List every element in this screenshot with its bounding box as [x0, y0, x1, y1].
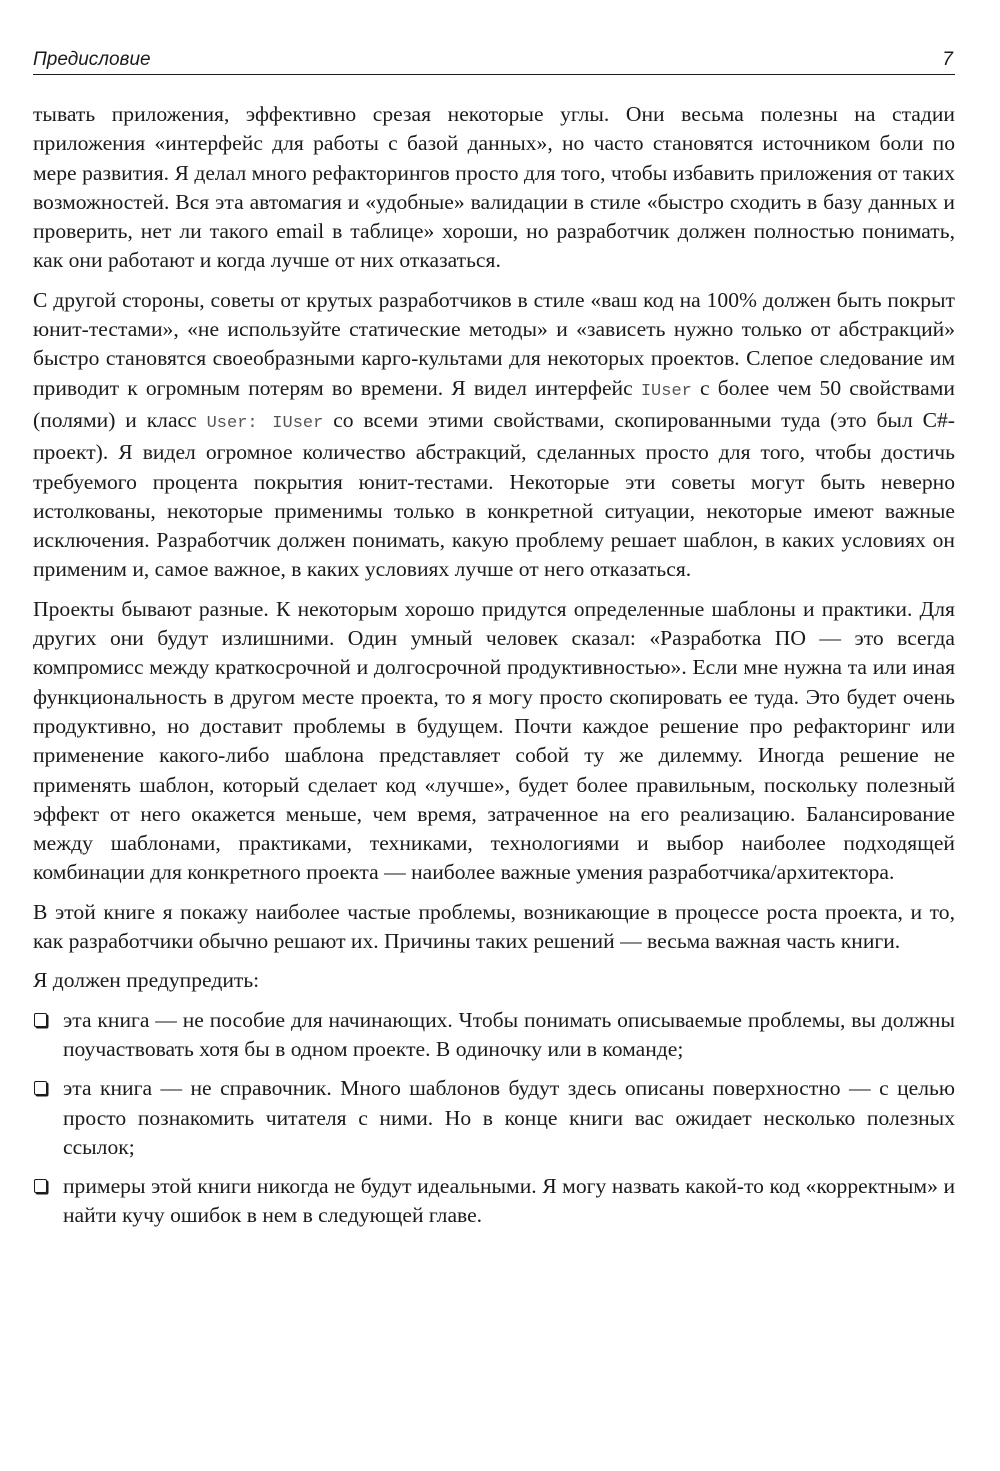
checkbox-bullet-icon [34, 1179, 47, 1193]
list-item-text: эта книга — не пособие для начинающих. Чтобы понимать описываемые проблемы, вы должны поучаствовать хотя бы в одном проекте. В одиночку или в команде; [63, 1007, 955, 1061]
running-header [33, 44, 955, 75]
checkbox-bullet-icon [34, 1013, 47, 1027]
list-item-text: эта книга — не справочник. Много шаблонов будут здесь описаны поверхностно — с целью просто познакомить читателя с ними. Но в конце книги вас ожидает несколько полезных ссылок; [63, 1076, 955, 1159]
inline-code: User: IUser [206, 413, 324, 433]
paragraph-text: с более чем 50 свойствами (полями) и класс [33, 375, 955, 432]
paragraph: Проекты бывают разные. К некоторым хорошо придутся определенные шаблоны и практики. Для других они будут излишними. Один умный человек сказал: «Разработка ПО — это всегда компромисс между краткосрочной и долгосрочной продуктивностью». Если мне нужна та или иная функциональность в другом месте проекта, то я могу просто скопировать ее туда. Это будет очень продуктивно, но доставит проблемы в будущем. Почти каждое решение про рефакторинг или применение какого-либо шаблона представляет собой ту же дилемму. Иногда решение не применять шаблон, который сделает код «лучше», будет более правильным, поскольку полезный эффект от него окажется меньше, чем время, затраченное на его реализацию. Балансирование между шаблонами, практиками, техниками, технологиями и выбор наиболее подходящей комбинации для конкретного проекта — наиболее важные умения разработчика/архитектора. [33, 596, 955, 885]
paragraph-text: со всеми этими свойствами, скопированными туда (это был C#-проект). Я видел огромное количество абстракций, сделанных просто для того, чтобы достичь требуемого процента покрытия юнит-тестами. Некоторые эти советы могут быть неверно истолкованы, некоторые применимы только в конкретной ситуации, некоторые имеют важные исключения. Разработчик должен понимать, какую проблему решает шаблон, в каких условиях он применим и, самое важное, в каких условиях лучше от него отказаться. [33, 407, 955, 582]
warning-list [33, 1006, 955, 1231]
paragraph: тывать приложения, эффективно срезая некоторые углы. Они весьма полезны на стадии приложения «интерфейс для работы с базой данных», но часто становятся источником боли по мере развития. Я делал много рефакторингов просто для того, чтобы избавить приложения от таких возможностей. Вся эта автомагия и «удобные» валидации в стиле «быстро сходить в базу данных и проверить, нет ли такого email в таблице» хороши, но разработчик должен полностью понимать, как они работают и когда лучше от них отказаться. [33, 102, 955, 273]
paragraph-text: С другой стороны, советы от крутых разработчиков в стиле «ваш код на 100% должен быть покрыт юнит-тестами», «не используйте статические методы» и «зависеть нужно только от абстракций» быстро становятся своеобразными карго-культами для некоторых проектов. Слепое следование им приводит к огромным потерям во времени. Я видел интерфейс [33, 287, 955, 400]
list-item [33, 1074, 955, 1162]
checkbox-bullet-icon [34, 1081, 47, 1095]
page-number: 7 [942, 49, 953, 70]
list-item [33, 1172, 955, 1231]
paragraph: Я должен предупредить: [33, 968, 260, 993]
paragraph [33, 286, 955, 585]
list-item-text: примеры этой книги никогда не будут идеальными. Я могу назвать какой-то код «корректным» и найти кучу ошибок в нем в следующей главе. [63, 1174, 955, 1228]
list-item [33, 1006, 955, 1065]
paragraph: В этой книге я покажу наиболее частые проблемы, возникающие в процессе роста проекта, и то, как разработчики обычно решают их. Причины таких решений — весьма важная часть книги. [33, 899, 955, 954]
body-text [33, 100, 955, 1241]
section-title: Предисловие [33, 49, 151, 70]
inline-code: IUser [640, 381, 692, 401]
